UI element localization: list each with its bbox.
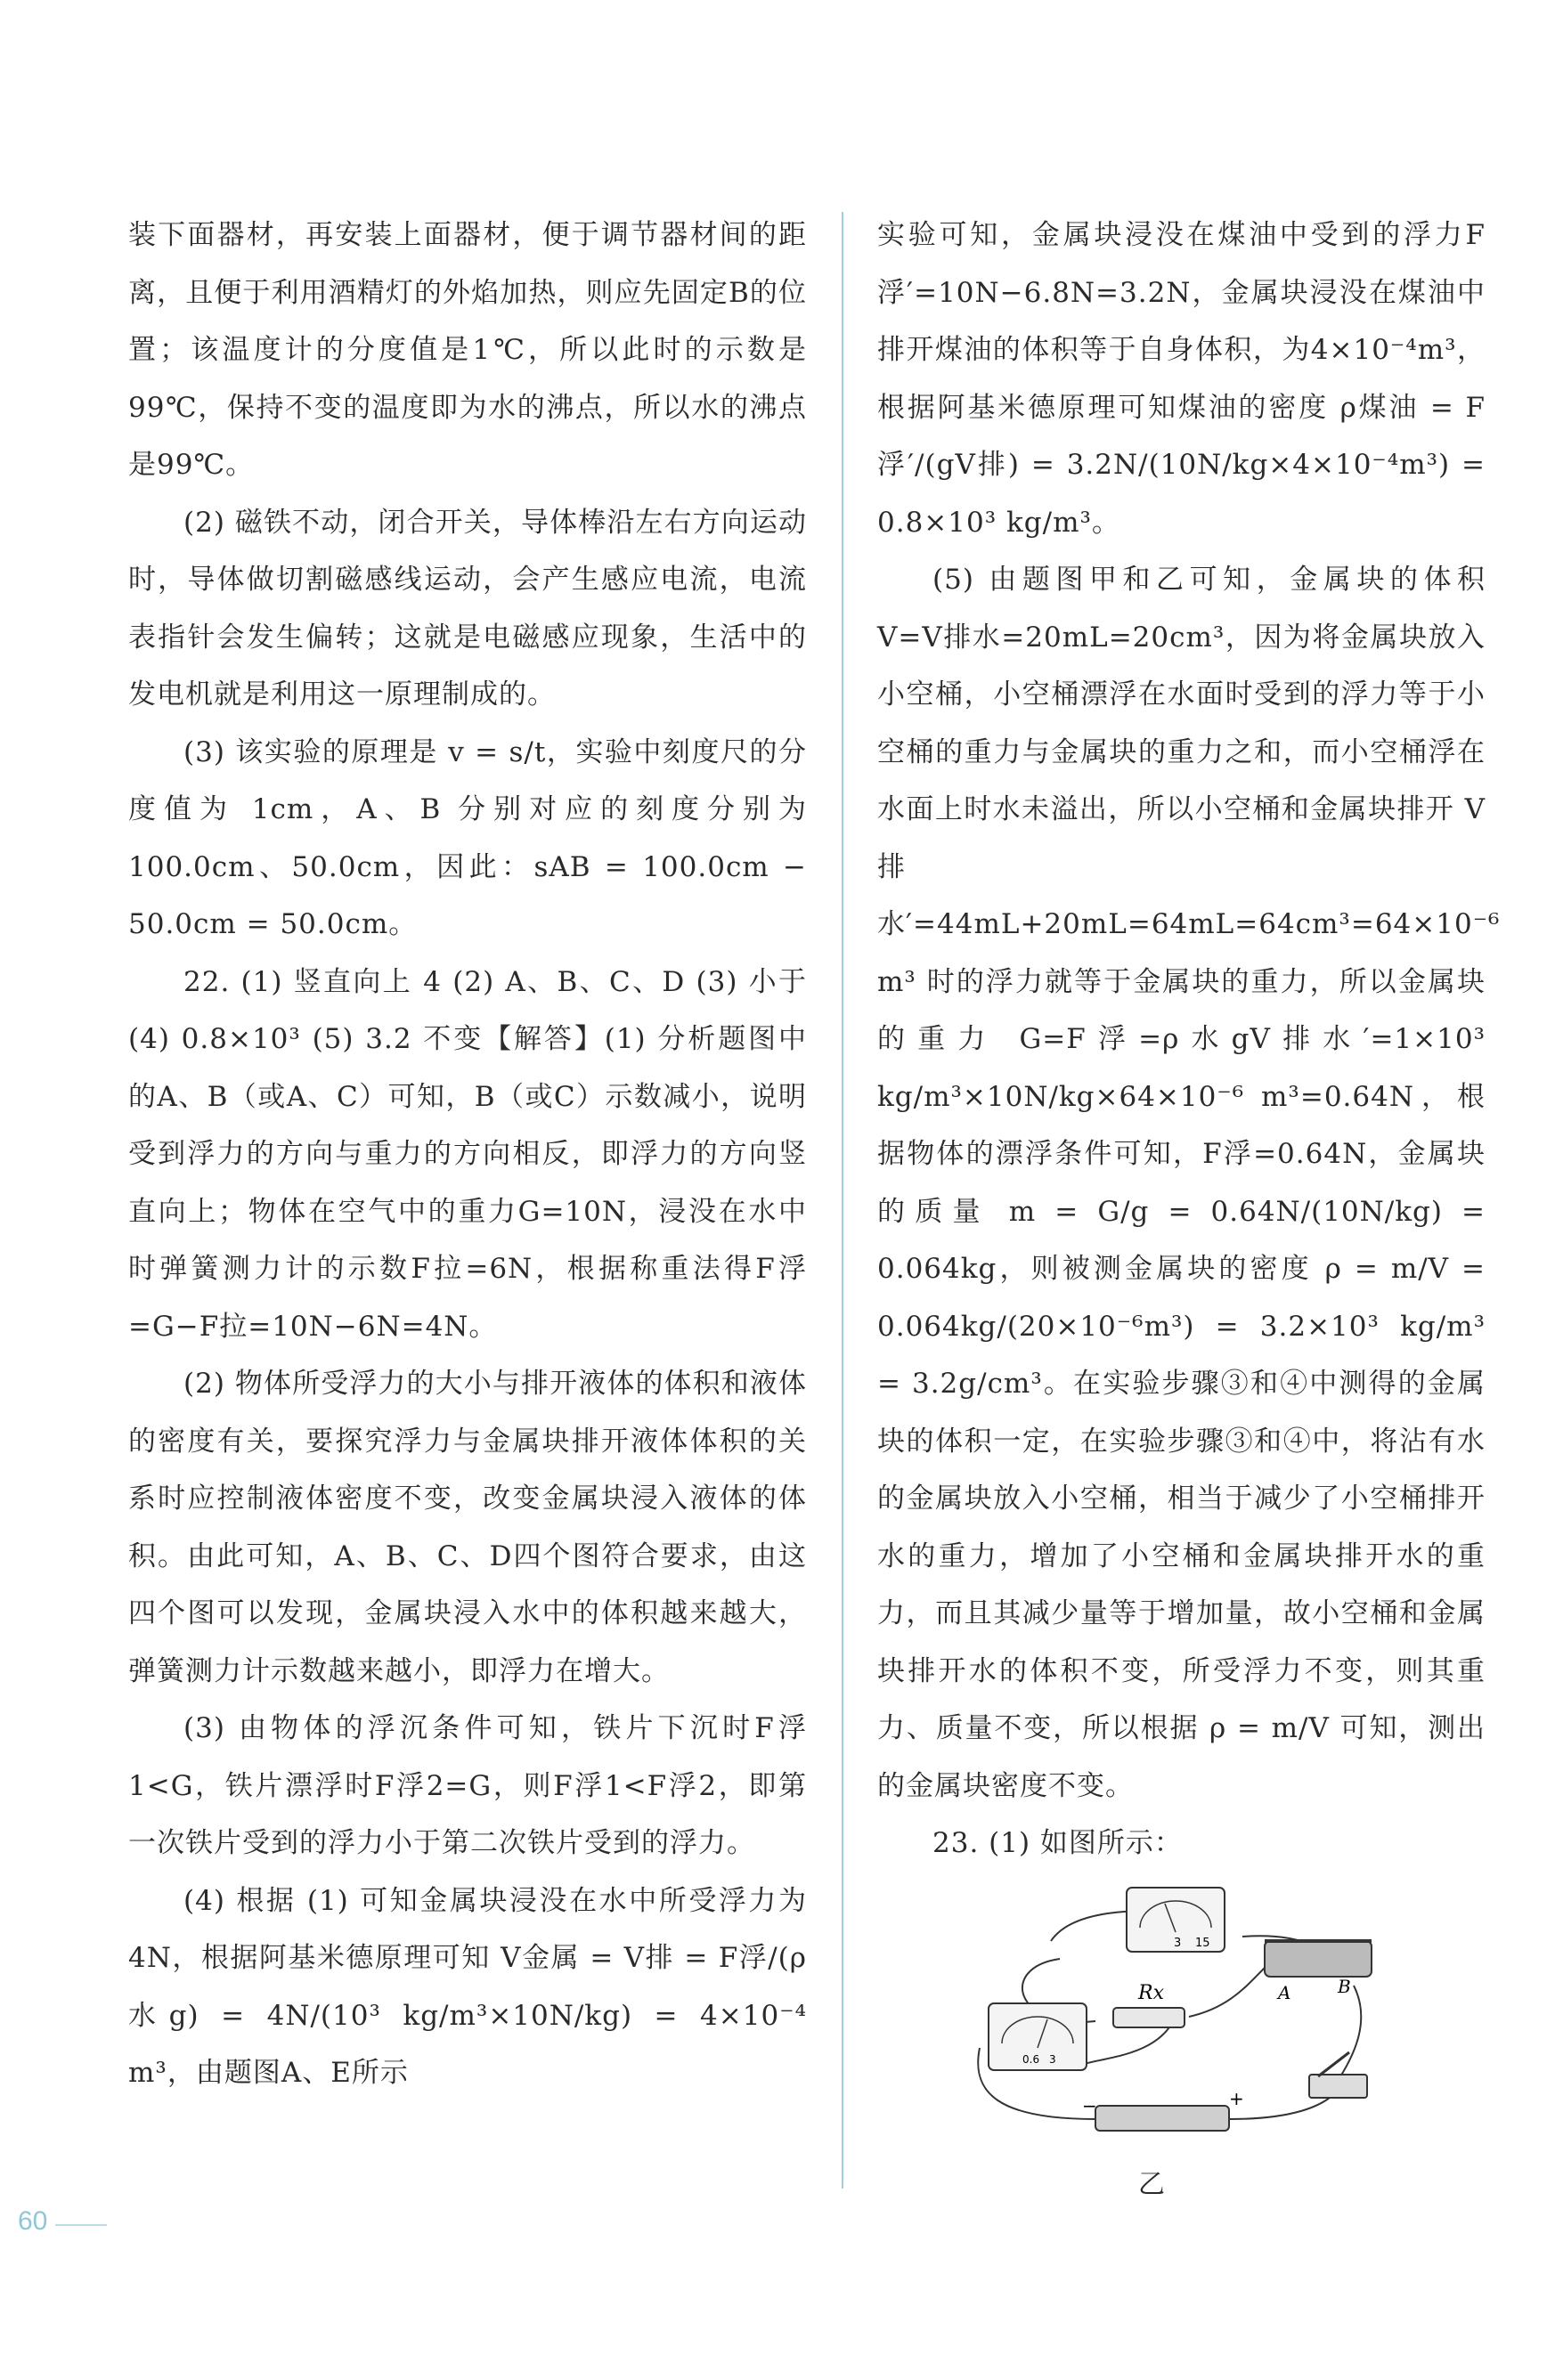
paragraph: (4) 根据 (1) 可知金属块浸没在水中所受浮力为4N，根据阿基米德原理可知 V金属 = V排 = F浮/(ρ水g) = 4N/(10³ kg/m³×10N/kg) = 4×10⁻⁴ m³，由题图A、E所示 bbox=[128, 1884, 807, 2089]
right-column bbox=[877, 207, 1501, 1872]
paragraph: 实验可知，金属块浸没在煤油中受到的浮力F浮′=10N−6.8N=3.2N，金属块浸没在煤油中排开煤油的体积等于自身体积，为4×10⁻⁴m³，根据阿基米德原理可知煤油的密度 ρ煤油 = F浮′/(gV排) = 3.2N/(10N/kg×4×10⁻⁴m³) = 0.8×10³ kg/m³。 bbox=[877, 219, 1486, 539]
voltmeter bbox=[1127, 1888, 1225, 1952]
wire bbox=[1336, 1986, 1361, 2084]
rheostat-label-b: B bbox=[1338, 1976, 1351, 1997]
wire bbox=[1189, 1968, 1265, 2017]
battery-minus: − bbox=[1082, 2095, 1097, 2116]
paragraph: (3) 由物体的浮沉条件可知，铁片下沉时F浮1<G，铁片漂浮时F浮2=G，则F浮1<F浮2，即第一次铁片受到的浮力小于第二次铁片受到的浮力。 bbox=[128, 1712, 807, 1859]
switch bbox=[1309, 2052, 1367, 2098]
ammeter-scale-3: 3 bbox=[1049, 2053, 1056, 2066]
battery-plus: + bbox=[1229, 2088, 1244, 2109]
paragraph: (3) 该实验的原理是 v = s/t，实验中刻度尺的分度值为 1cm，A、B 分别对应的刻度分别为 100.0cm、50.0cm，因此：sAB = 100.0cm − 50.0cm = 50.0cm。 bbox=[128, 735, 807, 940]
page-number: 60 bbox=[18, 2206, 48, 2236]
paragraph: (2) 物体所受浮力的大小与排开液体的体积和液体的密度有关，要探究浮力与金属块排开液体体积的关系时应控制液体密度不变，改变金属块浸入液体的体积。由此可知，A、B、C、D四个图符合要求，由这四个图可以发现，金属块浸入水中的体积越来越大，弹簧测力计示数越来越小，即浮力在增大。 bbox=[128, 1368, 807, 1687]
rx-label: Rx bbox=[1138, 1982, 1164, 2004]
column-divider bbox=[842, 212, 843, 2189]
rheostat bbox=[1265, 1941, 1372, 2003]
left-column bbox=[128, 207, 807, 2102]
battery bbox=[1082, 2088, 1244, 2131]
paragraph: 23. (1) 如图所示： bbox=[932, 1827, 1183, 1859]
paragraph: (2) 磁铁不动，闭合开关，导体棒沿左右方向运动时，导体做切割磁感线运动，会产生感应电流，电流表指针会发生偏转；这就是电磁感应现象，生活中的发电机就是利用这一原理制成的。 bbox=[128, 506, 807, 711]
circuit-figure bbox=[962, 1879, 1389, 2181]
paragraph: 装下面器材，再安装上面器材，便于调节器材间的距离，且便于利用酒精灯的外焰加热，则应先固定B的位置；该温度计的分度值是1℃，所以此时的示数是99℃，保持不变的温度即为水的沸点，所以水的沸点是99℃。 bbox=[128, 219, 807, 481]
rheostat-label-a: A bbox=[1278, 1982, 1291, 2003]
paragraph: (5) 由题图甲和乙可知，金属块的体积 V=V排水=20mL=20cm³，因为将金属块放入小空桶，小空桶漂浮在水面时受到的浮力等于小空桶的重力与金属块的重力之和，而小空桶浮在水面上时水未溢出，所以小空桶和金属块排开 V排水′=44mL+20mL=64mL=64cm³=64×10⁻⁶ m³ 时的浮力就等于金属块的重力，所以金属块的重力 G=F浮=ρ水gV排水′=1×10³ kg/m³×10N/kg×64×10⁻⁶ m³=0.64N，根据物体的漂浮条件可知，F浮=0.64N，金属块的质量 m = G/g = 0.64N/(10N/kg) = 0.064kg，则被测金属块的密度 ρ = m/V = 0.064kg/(20×10⁻⁶m³) = 3.2×10³ kg/m³ = 3.2g/cm³。在实验步骤③和④中测得的金属块的体积一定，在实验步骤③和④中，将沾有水的金属块放入小空桶，相当于减少了小空桶排开水的重力，增加了小空桶和金属块排开水的重力，而且其减少量等于增加量，故小空桶和金属块排开水的体积不变，所受浮力不变，则其重力、质量不变，所以根据 ρ = m/V 可知，测出的金属块密度不变。 bbox=[877, 564, 1501, 1802]
figure-caption: 乙 bbox=[1138, 2169, 1165, 2200]
voltmeter-scale-15: 15 bbox=[1195, 1937, 1210, 1950]
voltmeter-scale-3: 3 bbox=[1174, 1937, 1182, 1950]
ammeter-scale-0.6: 0.6 bbox=[1022, 2053, 1040, 2066]
paragraph: 22. (1) 竖直向上 4 (2) A、B、C、D (3) 小于 (4) 0.8×10³ (5) 3.2 不变【解答】(1) 分析题图中的A、B（或A、C）可知，B（或C）示数减小，说明受到浮力的方向与重力的方向相反，即浮力的方向竖直向上；物体在空气中的重力G=10N，浸没在水中时弹簧测力计的示数F拉=6N，根据称重法得F浮=G−F拉=10N−6N=4N。 bbox=[128, 965, 807, 1343]
ammeter bbox=[989, 2003, 1087, 2070]
resistor-rx bbox=[1113, 1982, 1185, 2027]
page-number-rule bbox=[55, 2224, 107, 2226]
